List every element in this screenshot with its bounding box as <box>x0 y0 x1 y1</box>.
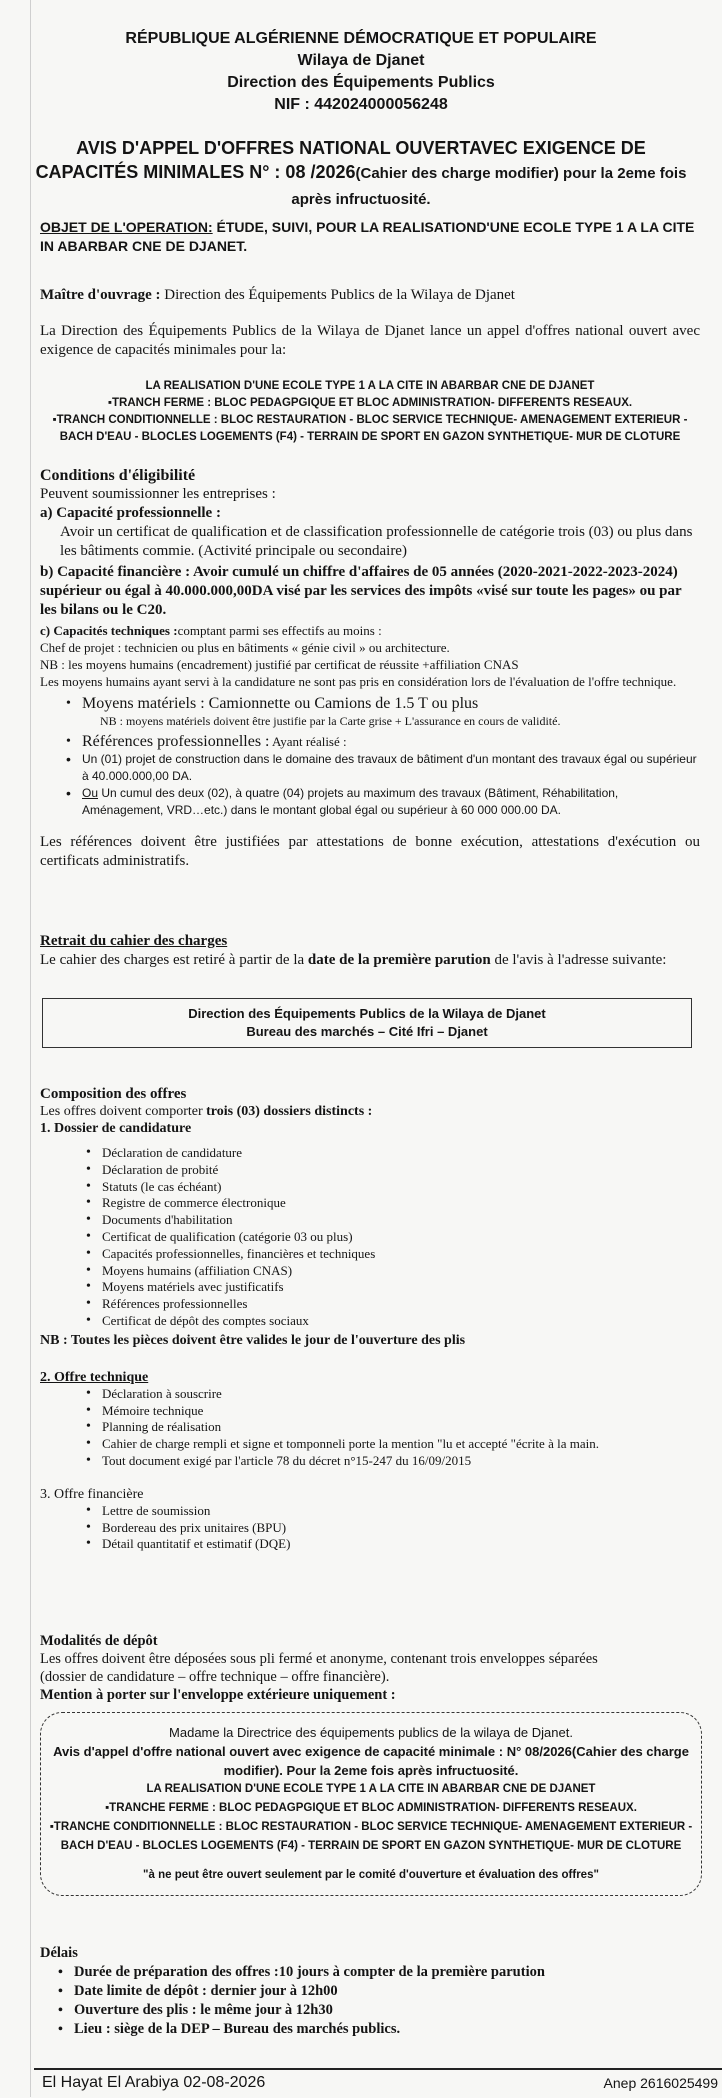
offre-financiere-heading: 3. Offre financière <box>40 1486 144 1502</box>
reference-2-text: Un cumul des deux (02), à quatre (04) projets au maximum des travaux (Bâtiment, Réhabilitation, Aménagement, VRD…etc.) dans le montant global égal ou supérieur à 60 000 000.00 DA. <box>82 786 619 817</box>
maitre-label: Maître d'ouvrage : <box>40 287 161 303</box>
intro-paragraph: La Direction des Équipements Publics de la Wilaya de Djanet lance un appel d'offres national ouvert avec exigence de capacités minimales pour la: <box>40 323 700 358</box>
offre-technique-list <box>40 1386 700 1470</box>
object-text: ÉTUDE, SUIVI, POUR LA REALISATIOND'UNE ECOLE TYPE 1 A LA CITE IN ABARBAR CNE DE DJANET. <box>40 219 695 254</box>
list-item: • Ouverture des plis : le même jour à 12h30 <box>50 2001 700 2020</box>
offre-financiere-list <box>40 1503 700 1553</box>
retrait-text-a: Le cahier des charges est retiré à partir de la <box>40 952 308 968</box>
lot-line-3: ▪TRANCH CONDITIONNELLE : BLOC RESTAURATION - BLOC SERVICE TECHNIQUE- AMENAGEMENT EXTERIEUR - BACH D'EAU - BLOCLES LOGEMENTS (F4) - TERRAIN DE SPORT EN GAZON SYNTHETIQUE- MUR DE CLOTURE <box>52 414 688 443</box>
envelope-line-6: "à ne peut être ouvert seulement par le comité d'ouverture et évaluation des offres" <box>143 1869 599 1881</box>
envelope-line-3: LA REALISATION D'UNE ECOLE TYPE 1 A LA CITE IN ABARBAR CNE DE DJANET <box>146 1783 596 1795</box>
list-item: • Statuts (le cas échéant) <box>78 1179 700 1196</box>
envelope-line-1: Madame la Directrice des équipements publics de la wilaya de Djanet. <box>169 1725 573 1740</box>
retrait-section <box>40 932 700 970</box>
validity-note: NB : Toutes les pièces doivent être valides le jour de l'ouverture des plis <box>40 1332 466 1348</box>
eligibility-heading: Conditions d'éligibilité <box>40 467 196 484</box>
capacity-pro-label: a) Capacité professionnelle : <box>40 505 221 521</box>
object-label: OBJET DE L'OPERATION: <box>40 219 213 235</box>
nb-materiels: NB : moyens matériels doivent être justifie par la Carte grise + L'assurance en cours de validité. <box>100 714 561 728</box>
title-suffix: (Cahier des charge modifier) pour la 2eme fois après infructuosité. <box>291 165 687 208</box>
materiel-list <box>40 694 700 713</box>
composition-intro-b: trois (03) dossiers distincts : <box>206 1104 373 1119</box>
lot-line-2: ▪TRANCH FERME : BLOC PEDAGPGIQUE ET BLOC ADMINISTRATION- DIFFERENTS RESEAUX. <box>107 397 633 409</box>
header-republic: RÉPUBLIQUE ALGÉRIENNE DÉMOCRATIQUE ET POPULAIRE <box>125 30 597 47</box>
envelope-box <box>40 1712 702 1896</box>
dossier-candidature-heading: 1. Dossier de candidature <box>40 1121 192 1136</box>
composition-heading: Composition des offres <box>40 1086 187 1102</box>
references-text: Ayant réalisé : <box>269 734 347 749</box>
address-line-2: Bureau des marchés – Cité Ifri – Djanet <box>246 1024 488 1039</box>
dossier-candidature-list <box>40 1145 700 1330</box>
list-item: • Documents d'habilitation <box>78 1212 700 1229</box>
references-justification: Les références doivent être justifiées par attestations de bonne exécution, attestations d'exécution ou certificats administratifs. <box>40 834 700 869</box>
delais-heading: Délais <box>40 1945 78 1961</box>
list-item: • Mémoire technique <box>78 1403 700 1420</box>
reference-1: • Un (01) projet de construction dans le domaine des travaux de bâtiment d'un montant des travaux égal ou supérieur à 40.000.000,00 DA. <box>58 751 700 785</box>
depot-section <box>40 1632 700 1704</box>
list-item: • Certificat de dépôt des comptes sociaux <box>78 1313 700 1330</box>
list-item: • Détail quantitatif et estimatif (DQE) <box>78 1536 700 1553</box>
capacity-fin-text: Avoir cumulé un chiffre d'affaires de 05 années (2020-2021-2022-2023-2024) supérieur ou égal à 40.000.000,00DA visé par les services des impôts «visé sur toute les pages» ou par les bilans ou le C20. <box>40 564 682 618</box>
materiel-label: Moyens matériels : <box>82 695 205 712</box>
list-item: • Lettre de soumission <box>78 1503 700 1520</box>
envelope-line-4: ▪TRANCHE FERME : BLOC PEDAGPGIQUE ET BLOC ADMINISTRATION- DIFFERENTS RESEAUX. <box>105 1802 637 1814</box>
capacity-fin <box>40 563 700 620</box>
lots-block <box>40 378 700 446</box>
materiel-text: Camionnette ou Camions de 1.5 T ou plus <box>204 695 479 712</box>
moyens-note: Les moyens humains ayant servi à la candidature ne sont pas pris en considération lors de l'évaluation de l'offre technique. <box>40 674 677 689</box>
list-item: • Moyens humains (affiliation CNAS) <box>78 1263 700 1280</box>
notice-title <box>28 136 694 212</box>
list-item: • Date limite de dépôt : dernier jour à 12h00 <box>50 1982 700 2001</box>
list-item: • Capacités professionnelles, financières et techniques <box>78 1246 700 1263</box>
address-box <box>42 998 692 1048</box>
list-item: • Durée de préparation des offres :10 jours à compter de la première parution <box>50 1963 700 1982</box>
list-item: • Références professionnelles <box>78 1296 700 1313</box>
list-item: • Lieu : siège de la DEP – Bureau des marchés publics. <box>50 2020 700 2039</box>
footer-publication: El Hayat El Arabiya 02-08-2026 <box>42 2074 266 2091</box>
footer <box>34 2068 722 2098</box>
depot-heading: Modalités de dépôt <box>40 1633 158 1649</box>
list-item: • Tout document exigé par l'article 78 du décret n°15-247 du 16/09/2015 <box>78 1453 700 1470</box>
retrait-text <box>40 951 700 970</box>
depot-text-2: (dossier de candidature – offre technique – offre financière). <box>40 1669 390 1685</box>
list-item: • Registre de commerce électronique <box>78 1195 700 1212</box>
header-direction: Direction des Équipements Publics <box>227 74 495 91</box>
list-item: • Déclaration de candidature <box>78 1145 700 1162</box>
materiel-item <box>58 694 700 713</box>
retrait-text-c: de l'avis à l'adresse suivante: <box>490 952 667 968</box>
list-item: • Déclaration de probité <box>78 1162 700 1179</box>
capacity-tech-label: c) Capacités techniques : <box>40 623 178 638</box>
header <box>0 0 722 116</box>
capacity-pro-text: Avoir un certificat de qualification et de classification professionnelle de catégorie trois (03) ou plus dans les bâtiments commie. (Activité principale ou secondaire) <box>60 524 693 559</box>
composition-section <box>40 1086 700 1553</box>
address-line-1: Direction des Équipements Publics de la Wilaya de Djanet <box>188 1006 546 1021</box>
reference-2-or: Ou <box>82 786 99 800</box>
eligibility-intro: Peuvent soumissionner les entreprises : <box>40 486 276 502</box>
capacity-fin-label: b) Capacité financière : <box>40 564 191 580</box>
references-item <box>58 732 700 751</box>
retrait-text-b: date de la première parution <box>307 952 491 968</box>
capacity-tech <box>40 622 700 639</box>
margin-rule <box>30 0 31 2097</box>
depot-mention: Mention à porter sur l'enveloppe extérieure uniquement : <box>40 1687 396 1703</box>
delais-list <box>40 1963 700 2039</box>
offre-technique-heading: 2. Offre technique <box>40 1369 149 1385</box>
header-nif: NIF : 442024000056248 <box>274 96 448 113</box>
maitre-text: Direction des Équipements Publics de la Wilaya de Djanet <box>160 287 515 303</box>
lot-line-1: LA REALISATION D'UNE ECOLE TYPE 1 A LA CITE IN ABARBAR CNE DE DJANET <box>145 380 595 392</box>
operation-object <box>40 218 700 256</box>
chef-projet: Chef de projet : technicien ou plus en bâtiments « génie civil » ou architecture. <box>40 640 450 655</box>
maitre-ouvrage <box>40 286 700 305</box>
reference-2 <box>58 785 700 819</box>
header-wilaya: Wilaya de Djanet <box>297 52 425 69</box>
envelope-line-2: Avis d'appel d'offre national ouvert avec exigence de capacité minimale : N° 08/2026(Cahier des charge modifier). Pour la 2eme fois après infructuosité. <box>53 1744 689 1778</box>
list-item: • Déclaration à souscrire <box>78 1386 700 1403</box>
list-item: • Bordereau des prix unitaires (BPU) <box>78 1520 700 1537</box>
envelope-line-5: ▪TRANCHE CONDITIONNELLE : BLOC RESTAURATION - BLOC SERVICE TECHNIQUE- AMENAGEMENT EXTERIEUR - BACH D'EAU - BLOCLES LOGEMENTS (F4) - TERRAIN DE SPORT EN GAZON SYNTHETIQUE- MUR DE CLOTURE <box>49 1821 693 1852</box>
composition-intro-a: Les offres doivent comporter <box>40 1104 207 1119</box>
eligibility-section <box>40 466 700 871</box>
capacity-tech-text: comptant parmi ses effectifs au moins : <box>177 623 382 638</box>
references-list <box>40 732 700 819</box>
references-label: Références professionnelles : <box>82 733 270 750</box>
retrait-heading: Retrait du cahier des charges <box>40 933 228 949</box>
title-main: AVIS D'APPEL D'OFFRES NATIONAL OUVERTAVEC EXIGENCE DE CAPACITÉS MINIMALES N° : 08 /2026 <box>35 138 646 182</box>
list-item: • Certificat de qualification (catégorie 03 ou plus) <box>78 1229 700 1246</box>
depot-text: Les offres doivent être déposées sous pli fermé et anonyme, contenant trois enveloppes séparées <box>40 1651 598 1667</box>
list-item: • Planning de réalisation <box>78 1419 700 1436</box>
footer-anep: Anep 2616025499 <box>603 2075 718 2091</box>
nb-humains: NB : les moyens humains (encadrement) justifié par certificat de réussite +affiliation CNAS <box>40 657 519 672</box>
delais-section <box>40 1944 700 2039</box>
list-item: • Moyens matériels avec justificatifs <box>78 1279 700 1296</box>
composition-intro <box>40 1103 700 1120</box>
list-item: • Cahier de charge rempli et signe et tomponneli porte la mention "lu et accepté "écrite à la main. <box>78 1436 700 1453</box>
